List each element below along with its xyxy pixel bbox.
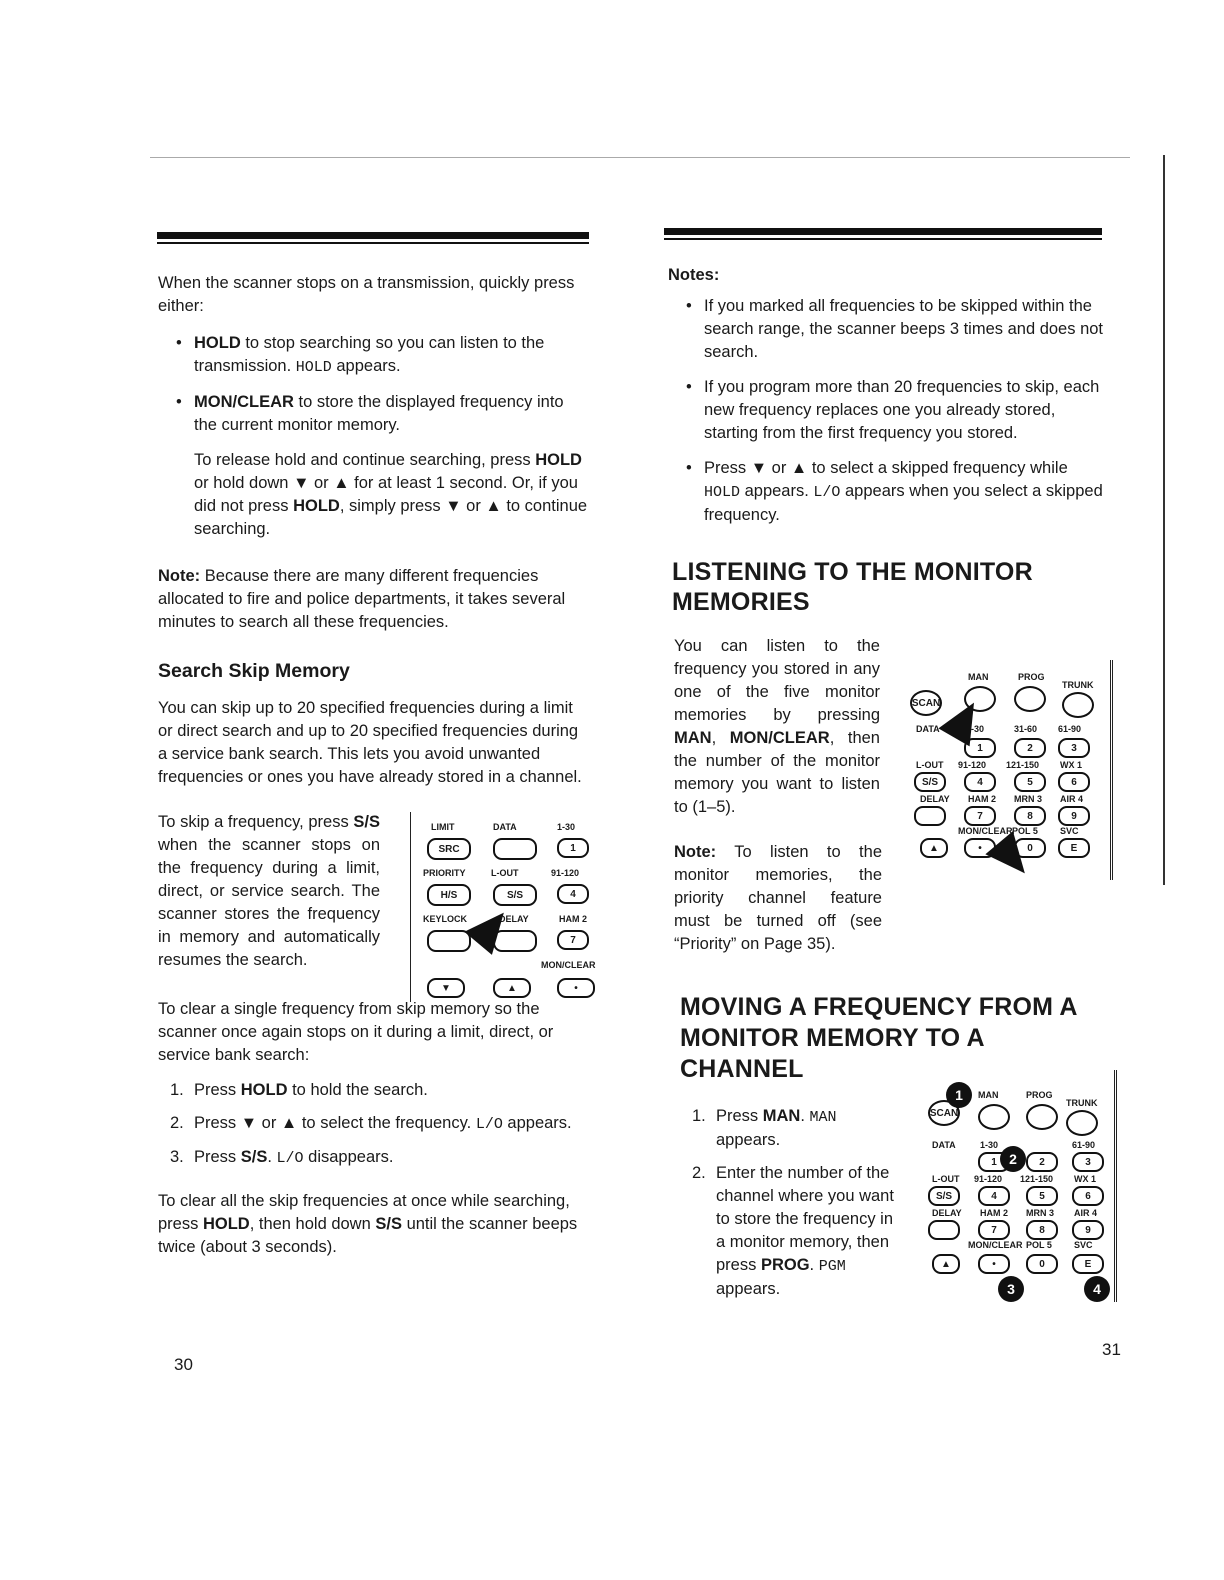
- callout-badge-2: 2: [1000, 1146, 1026, 1172]
- key-src: SRC: [427, 838, 471, 860]
- key-up: ▲: [493, 978, 531, 998]
- key-scan: SCAN: [910, 690, 942, 716]
- key-trunk: [1062, 692, 1094, 718]
- clear-step-1: 1. Press HOLD to hold the search.: [170, 1081, 428, 1099]
- page-number-right: 31: [1102, 1340, 1121, 1359]
- kp-label-monclear: MON/CLEAR: [541, 960, 596, 970]
- callout-badge-1: 1: [946, 1082, 972, 1108]
- section-heading-search-skip: Search Skip Memory: [158, 660, 350, 682]
- clear-all-text: To clear all the skip frequencies at once while searching, press HOLD, then hold down S/S until the scanner beeps twice (about 3 seconds).: [158, 1192, 578, 1256]
- move-step-1: 1. Press MAN. MAN appears.: [692, 1107, 837, 1149]
- key-1: 1: [557, 838, 589, 858]
- kp-label-ham2: HAM 2: [559, 914, 588, 924]
- move-step-2: 2. Enter the number of the channel where you want to store the frequency in a monitor memory, then press PROG. PGM appears.: [692, 1164, 894, 1298]
- clear-step-3: 3. Press S/S. L/O disappears.: [170, 1148, 394, 1167]
- kp-label-priority: PRIORITY: [423, 868, 466, 878]
- key-7: 7: [557, 930, 589, 950]
- callout-badge-4: 4: [1084, 1276, 1110, 1302]
- kp-label-91-120: 91-120: [551, 868, 580, 878]
- callout-badge-3: 3: [998, 1276, 1024, 1302]
- note-item-1: • If you marked all frequencies to be skipped within the search range, the scanner beeps 3 times and does not search.: [680, 295, 1104, 364]
- keypad-illustration-listen: MAN PROG TRUNK SCAN DATA 1-30 31-60 61-90 1 2 3 L-OUT 91-120 121-150 WX 1 S/S 4 5 6 DELAY HAM 2 MRN 3 AIR 4 7 8 9 MON/CLEAR POL 5 SVC ▲ • 0 E: [902, 660, 1113, 880]
- skip-frequency-text: To skip a frequency, press S/S when the scanner stops on the frequency during a limit, direct, or service search. The scanner stores the frequency in memory and automatically resumes the search.: [158, 813, 380, 969]
- bullet-monclear: • MON/CLEAR to store the displayed frequency into the current monitor memory.: [170, 391, 590, 437]
- release-text: To release hold and continue searching, press HOLD or hold down ▼ or ▲ for at least 1 second. Or, if you did not press HOLD, simply press ▼ or ▲ to continue searching.: [194, 451, 588, 538]
- clear-intro-text: To clear a single frequency from skip memory so the scanner once again stops on it during a limit, direct, or service bank search:: [158, 1000, 554, 1064]
- key-ss: S/S: [493, 884, 537, 906]
- key-hs: H/S: [427, 884, 471, 906]
- bullet-hold: • HOLD to stop searching so you can listen to the transmission. HOLD appears.: [170, 332, 590, 379]
- skip-intro-text: You can skip up to 20 specified frequencies during a limit or direct search and up to 20 specified frequencies during a service bank search. This lets you avoid unwanted frequencies or ones you have already stored in a channel.: [158, 699, 582, 786]
- kp-label-delay: DELAY: [499, 914, 529, 924]
- notes-label: Notes:: [668, 266, 720, 284]
- right-top-rule: [664, 228, 1102, 235]
- intro-text: When the scanner stops on a transmission, quickly press either:: [158, 274, 575, 315]
- note-text: Note: Because there are many different frequencies allocated to fire and police departments, it takes several minutes to search all these frequencies.: [158, 567, 566, 631]
- clear-step-2: 2. Press ▼ or ▲ to select the frequency. L/O appears.: [170, 1114, 572, 1133]
- left-top-rule: [157, 232, 589, 239]
- heading-listening: LISTENING TO THE MONITOR MEMORIES: [672, 558, 1033, 616]
- scan-artifact-margin: [1163, 155, 1165, 885]
- key-blank-1: [493, 838, 537, 860]
- kp-label-keylock: KEYLOCK: [423, 914, 468, 924]
- kp-label-lout: L-OUT: [491, 868, 519, 878]
- lcd-hold: HOLD: [295, 359, 332, 376]
- note-item-2: • If you program more than 20 frequencies to skip, each new frequency replaces one you already stored, starting from the first frequency you stored.: [680, 376, 1104, 445]
- key-down: ▼: [427, 978, 465, 998]
- key-keylock: [427, 930, 471, 952]
- key-prog: [1014, 686, 1046, 712]
- page-number-left: 30: [174, 1355, 193, 1374]
- key-monclear: MON/CLEAR: [194, 393, 294, 411]
- key-4: 4: [557, 884, 589, 904]
- scan-artifact-line: [150, 157, 1130, 158]
- keypad-illustration-skip: [410, 812, 611, 1002]
- listen-note-text: Note: To listen to the monitor memories, the priority channel feature must be turned off (see “Priority” on Page 35).: [674, 843, 882, 953]
- kp-label-limit: LIMIT: [431, 822, 455, 832]
- kp-label-1-30: 1-30: [557, 822, 576, 832]
- key-dot: •: [557, 978, 595, 998]
- heading-moving: MOVING A FREQUENCY FROM A MONITOR MEMORY TO A CHANNEL: [680, 993, 1077, 1083]
- key-hold: HOLD: [194, 334, 241, 352]
- listen-text: You can listen to the frequency you stored in any one of the five monitor memories by pressing MAN, MON/CLEAR, then the number of the monitor memory you want to listen to (1–5).: [674, 637, 880, 816]
- note-item-3: • Press ▼ or ▲ to select a skipped frequency while HOLD appears. L/O appears when you select a skipped frequency.: [680, 457, 1104, 527]
- keypad-illustration-moving: MAN PROG TRUNK SCAN DATA 1-30 61-90 1 2 3 L-OUT 91-120 121-150 WX 1 S/S 4 5 6 DELAY HAM 2 MRN 3 AIR 4 7 8 9 MON/CLEAR POL 5 SVC ▲ • 0 E 1 2 3 4: [902, 1070, 1117, 1302]
- kp-label-data: DATA: [493, 822, 517, 832]
- left-page-column: [158, 272, 590, 1259]
